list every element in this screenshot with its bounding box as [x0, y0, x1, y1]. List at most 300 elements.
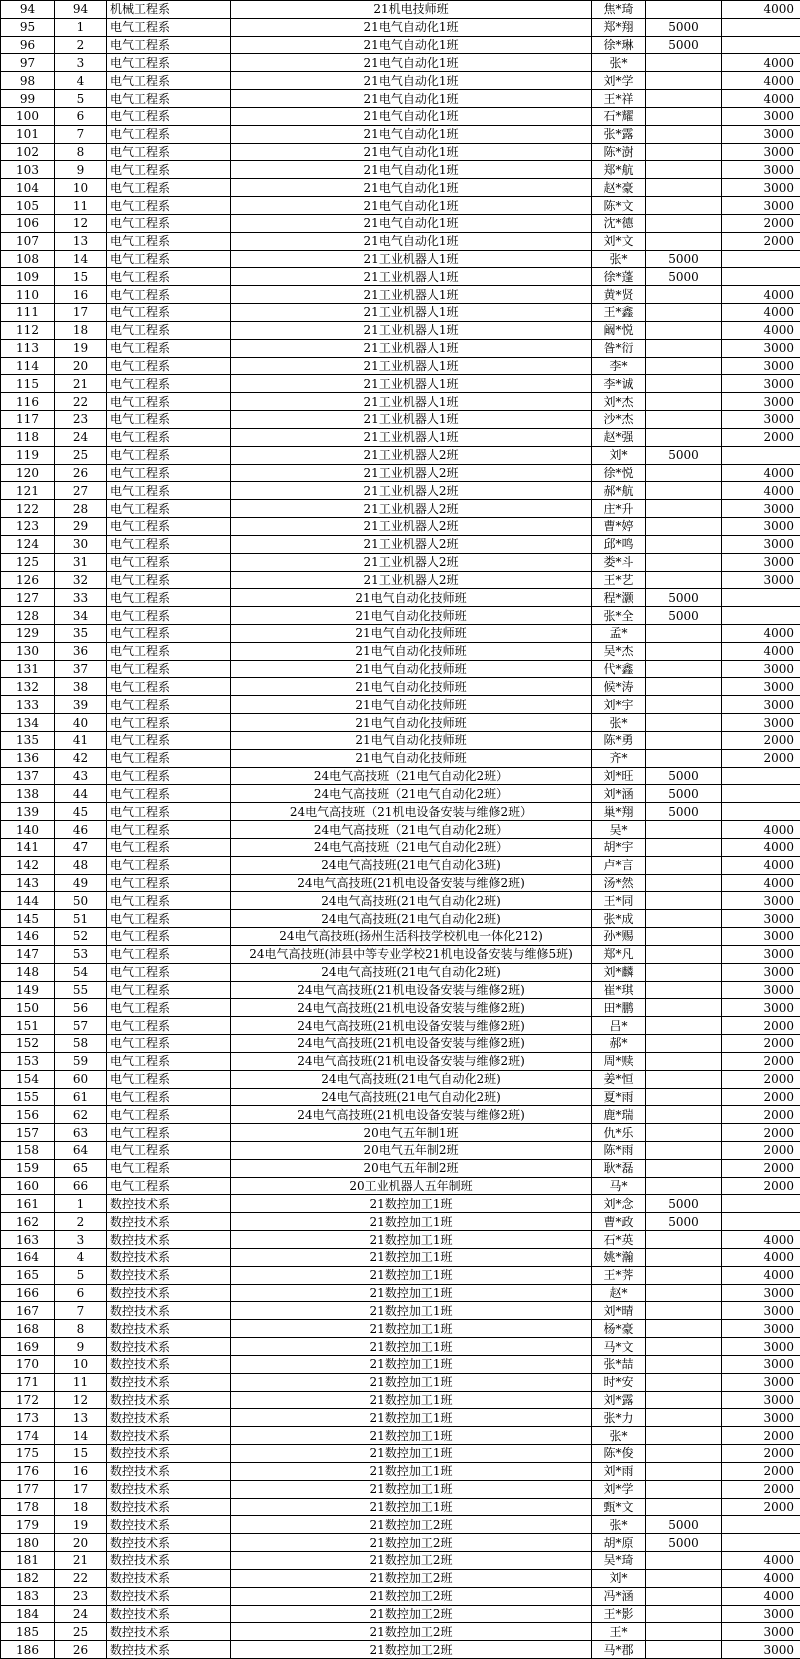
table-row	[1, 874, 800, 892]
student-name-cell: 刘*宇	[592, 696, 646, 714]
award-other-cell: 3000	[722, 945, 800, 963]
table-row	[1, 892, 800, 910]
student-name-cell: 张*露	[592, 125, 646, 143]
award-5000-cell	[646, 482, 722, 500]
table-row	[1, 1070, 800, 1088]
table-row	[1, 446, 800, 464]
dept-index-cell: 15	[55, 268, 107, 286]
class-cell: 21数控加工1班	[231, 1355, 592, 1373]
award-other-cell: 3000	[722, 535, 800, 553]
dept-index-cell: 53	[55, 945, 107, 963]
award-other-cell: 2000	[722, 1035, 800, 1053]
serial-cell: 149	[1, 981, 55, 999]
class-cell: 21工业机器人1班	[231, 339, 592, 357]
student-name-cell: 沈*德	[592, 214, 646, 232]
dept-index-cell: 45	[55, 803, 107, 821]
award-other-cell: 4000	[722, 1231, 800, 1249]
table-row	[1, 660, 800, 678]
class-cell: 21数控加工1班	[231, 1248, 592, 1266]
student-name-cell: 徐*悦	[592, 464, 646, 482]
serial-cell: 106	[1, 214, 55, 232]
serial-cell: 121	[1, 482, 55, 500]
award-other-cell: 4000	[722, 838, 800, 856]
award-other-cell: 4000	[722, 1266, 800, 1284]
department-cell: 电气工程系	[107, 1177, 231, 1195]
table-row	[1, 1480, 800, 1498]
department-cell: 电气工程系	[107, 411, 231, 429]
class-cell: 21电气自动化技师班	[231, 696, 592, 714]
award-5000-cell: 5000	[646, 446, 722, 464]
class-cell: 24电气高技班(21机电设备安装与维修2班)	[231, 1035, 592, 1053]
serial-cell: 142	[1, 856, 55, 874]
table-row	[1, 518, 800, 536]
department-cell: 数控技术系	[107, 1409, 231, 1427]
dept-index-cell: 30	[55, 535, 107, 553]
department-cell: 电气工程系	[107, 1070, 231, 1088]
award-other-cell: 2000	[722, 1177, 800, 1195]
table-row	[1, 571, 800, 589]
dept-index-cell: 43	[55, 767, 107, 785]
student-name-cell: 刘*念	[592, 1195, 646, 1213]
award-other-cell	[722, 1195, 800, 1213]
department-cell: 电气工程系	[107, 678, 231, 696]
award-other-cell	[722, 607, 800, 625]
student-name-cell: 王*艺	[592, 571, 646, 589]
department-cell: 电气工程系	[107, 803, 231, 821]
award-5000-cell	[646, 963, 722, 981]
serial-cell: 129	[1, 624, 55, 642]
serial-cell: 109	[1, 268, 55, 286]
serial-cell: 132	[1, 678, 55, 696]
department-cell: 电气工程系	[107, 821, 231, 839]
department-cell: 电气工程系	[107, 624, 231, 642]
award-5000-cell	[646, 107, 722, 125]
serial-cell: 103	[1, 161, 55, 179]
class-cell: 24电气高技班(21电气自动化2班)	[231, 1088, 592, 1106]
department-cell: 数控技术系	[107, 1266, 231, 1284]
dept-index-cell: 11	[55, 1373, 107, 1391]
award-5000-cell	[646, 945, 722, 963]
class-cell: 21数控加工1班	[231, 1462, 592, 1480]
serial-cell: 118	[1, 428, 55, 446]
table-row	[1, 1177, 800, 1195]
serial-cell: 139	[1, 803, 55, 821]
dept-index-cell: 19	[55, 339, 107, 357]
award-5000-cell	[646, 1106, 722, 1124]
table-row	[1, 856, 800, 874]
student-name-cell: 焦*琦	[592, 1, 646, 19]
award-5000-cell	[646, 910, 722, 928]
serial-cell: 151	[1, 1017, 55, 1035]
department-cell: 电气工程系	[107, 500, 231, 518]
class-cell: 24电气高技班（21电气自动化2班）	[231, 785, 592, 803]
serial-cell: 126	[1, 571, 55, 589]
award-5000-cell	[646, 161, 722, 179]
serial-cell: 107	[1, 232, 55, 250]
dept-index-cell: 64	[55, 1142, 107, 1160]
department-cell: 数控技术系	[107, 1231, 231, 1249]
student-name-cell: 李*诚	[592, 375, 646, 393]
department-cell: 电气工程系	[107, 945, 231, 963]
department-cell: 电气工程系	[107, 571, 231, 589]
dept-index-cell: 3	[55, 54, 107, 72]
award-5000-cell	[646, 286, 722, 304]
student-name-cell: 昝*衍	[592, 339, 646, 357]
award-5000-cell	[646, 428, 722, 446]
class-cell: 21工业机器人2班	[231, 464, 592, 482]
table-row	[1, 250, 800, 268]
dept-index-cell: 52	[55, 928, 107, 946]
class-cell: 21电气自动化1班	[231, 54, 592, 72]
student-name-cell: 孙*赐	[592, 928, 646, 946]
student-name-cell: 张*喆	[592, 1355, 646, 1373]
serial-cell: 105	[1, 197, 55, 215]
dept-index-cell: 38	[55, 678, 107, 696]
class-cell: 21数控加工1班	[231, 1391, 592, 1409]
award-other-cell: 4000	[722, 624, 800, 642]
award-other-cell: 3000	[722, 411, 800, 429]
student-name-cell: 刘*杰	[592, 393, 646, 411]
award-other-cell: 2000	[722, 1462, 800, 1480]
award-other-cell: 3000	[722, 161, 800, 179]
student-name-cell: 徐*琳	[592, 36, 646, 54]
department-cell: 电气工程系	[107, 589, 231, 607]
award-other-cell: 4000	[722, 821, 800, 839]
student-name-cell: 吴*琦	[592, 1552, 646, 1570]
student-name-cell: 马*文	[592, 1338, 646, 1356]
department-cell: 数控技术系	[107, 1355, 231, 1373]
class-cell: 21数控加工1班	[231, 1231, 592, 1249]
award-5000-cell	[646, 999, 722, 1017]
class-cell: 24电气高技班(扬州生活科技学校机电一体化212)	[231, 928, 592, 946]
award-other-cell: 4000	[722, 286, 800, 304]
dept-index-cell: 7	[55, 1302, 107, 1320]
dept-index-cell: 7	[55, 125, 107, 143]
class-cell: 21工业机器人2班	[231, 535, 592, 553]
table-row	[1, 838, 800, 856]
table-row	[1, 411, 800, 429]
award-5000-cell: 5000	[646, 268, 722, 286]
serial-cell: 174	[1, 1427, 55, 1445]
student-name-cell: 齐*	[592, 749, 646, 767]
class-cell: 21电气自动化1班	[231, 72, 592, 90]
award-5000-cell	[646, 357, 722, 375]
department-cell: 数控技术系	[107, 1284, 231, 1302]
class-cell: 21数控加工2班	[231, 1623, 592, 1641]
award-5000-cell	[646, 535, 722, 553]
dept-index-cell: 17	[55, 1480, 107, 1498]
award-5000-cell	[646, 892, 722, 910]
table-row	[1, 767, 800, 785]
serial-cell: 167	[1, 1302, 55, 1320]
student-name-cell: 崔*琪	[592, 981, 646, 999]
award-other-cell: 4000	[722, 464, 800, 482]
department-cell: 数控技术系	[107, 1587, 231, 1605]
class-cell: 21数控加工1班	[231, 1445, 592, 1463]
award-other-cell: 4000	[722, 304, 800, 322]
student-name-cell: 程*灏	[592, 589, 646, 607]
department-cell: 数控技术系	[107, 1302, 231, 1320]
department-cell: 电气工程系	[107, 268, 231, 286]
table-row	[1, 161, 800, 179]
student-name-cell: 甄*文	[592, 1498, 646, 1516]
award-5000-cell	[646, 928, 722, 946]
student-name-cell: 刘*学	[592, 1480, 646, 1498]
table-row	[1, 1605, 800, 1623]
table-row	[1, 1052, 800, 1070]
award-other-cell: 3000	[722, 1391, 800, 1409]
serial-cell: 166	[1, 1284, 55, 1302]
student-name-cell: 阚*悦	[592, 321, 646, 339]
student-name-cell: 王*同	[592, 892, 646, 910]
dept-index-cell: 17	[55, 304, 107, 322]
serial-cell: 170	[1, 1355, 55, 1373]
department-cell: 电气工程系	[107, 286, 231, 304]
student-name-cell: 汤*然	[592, 874, 646, 892]
serial-cell: 115	[1, 375, 55, 393]
class-cell: 21数控加工1班	[231, 1427, 592, 1445]
award-5000-cell	[646, 838, 722, 856]
dept-index-cell: 25	[55, 1623, 107, 1641]
dept-index-cell: 14	[55, 250, 107, 268]
table-row	[1, 1124, 800, 1142]
student-name-cell: 吴*杰	[592, 642, 646, 660]
award-other-cell: 2000	[722, 1052, 800, 1070]
dept-index-cell: 20	[55, 357, 107, 375]
award-other-cell: 4000	[722, 1569, 800, 1587]
department-cell: 电气工程系	[107, 214, 231, 232]
award-other-cell: 2000	[722, 428, 800, 446]
table-row	[1, 1498, 800, 1516]
award-other-cell: 2000	[722, 1498, 800, 1516]
dept-index-cell: 8	[55, 143, 107, 161]
class-cell: 21工业机器人1班	[231, 321, 592, 339]
dept-index-cell: 15	[55, 1445, 107, 1463]
award-5000-cell	[646, 1552, 722, 1570]
class-cell: 21电气自动化1班	[231, 36, 592, 54]
table-row	[1, 90, 800, 108]
dept-index-cell: 21	[55, 375, 107, 393]
table-row	[1, 1320, 800, 1338]
department-cell: 数控技术系	[107, 1427, 231, 1445]
student-name-cell: 周*赎	[592, 1052, 646, 1070]
dept-index-cell: 2	[55, 1213, 107, 1231]
award-other-cell	[722, 767, 800, 785]
award-5000-cell	[646, 714, 722, 732]
serial-cell: 163	[1, 1231, 55, 1249]
award-other-cell: 3000	[722, 1605, 800, 1623]
student-name-cell: 张*成	[592, 910, 646, 928]
class-cell: 24电气高技班(21机电设备安装与维修2班)	[231, 1106, 592, 1124]
table-row	[1, 1266, 800, 1284]
award-other-cell: 4000	[722, 874, 800, 892]
serial-cell: 119	[1, 446, 55, 464]
student-name-cell: 赵*强	[592, 428, 646, 446]
department-cell: 电气工程系	[107, 642, 231, 660]
dept-index-cell: 18	[55, 321, 107, 339]
award-5000-cell	[646, 339, 722, 357]
award-other-cell: 3000	[722, 1284, 800, 1302]
student-name-cell: 姜*恒	[592, 1070, 646, 1088]
dept-index-cell: 28	[55, 500, 107, 518]
award-other-cell: 4000	[722, 54, 800, 72]
dept-index-cell: 66	[55, 1177, 107, 1195]
serial-cell: 150	[1, 999, 55, 1017]
student-name-cell: 马*郡	[592, 1641, 646, 1659]
award-5000-cell: 5000	[646, 785, 722, 803]
table-row	[1, 339, 800, 357]
award-other-cell	[722, 1213, 800, 1231]
class-cell: 21电气自动化1班	[231, 214, 592, 232]
class-cell: 21电气自动化技师班	[231, 660, 592, 678]
award-5000-cell: 5000	[646, 803, 722, 821]
dept-index-cell: 32	[55, 571, 107, 589]
serial-cell: 101	[1, 125, 55, 143]
department-cell: 数控技术系	[107, 1391, 231, 1409]
award-5000-cell	[646, 1445, 722, 1463]
award-other-cell	[722, 268, 800, 286]
serial-cell: 122	[1, 500, 55, 518]
department-cell: 数控技术系	[107, 1498, 231, 1516]
class-cell: 21数控加工2班	[231, 1569, 592, 1587]
table-row	[1, 1391, 800, 1409]
class-cell: 21工业机器人1班	[231, 304, 592, 322]
serial-cell: 182	[1, 1569, 55, 1587]
student-name-cell: 陈*雨	[592, 1142, 646, 1160]
department-cell: 数控技术系	[107, 1248, 231, 1266]
award-other-cell: 2000	[722, 1159, 800, 1177]
student-name-cell: 胡*原	[592, 1534, 646, 1552]
dept-index-cell: 22	[55, 1569, 107, 1587]
class-cell: 21数控加工1班	[231, 1320, 592, 1338]
table-row	[1, 375, 800, 393]
dept-index-cell: 5	[55, 90, 107, 108]
department-cell: 电气工程系	[107, 36, 231, 54]
serial-cell: 165	[1, 1266, 55, 1284]
table-row	[1, 304, 800, 322]
award-5000-cell	[646, 1266, 722, 1284]
class-cell: 21工业机器人1班	[231, 250, 592, 268]
serial-cell: 181	[1, 1552, 55, 1570]
table-row	[1, 1569, 800, 1587]
student-name-cell: 王*	[592, 1623, 646, 1641]
class-cell: 24电气高技班(21机电设备安装与维修2班)	[231, 999, 592, 1017]
department-cell: 电气工程系	[107, 304, 231, 322]
award-other-cell	[722, 250, 800, 268]
serial-cell: 146	[1, 928, 55, 946]
serial-cell: 178	[1, 1498, 55, 1516]
table-row	[1, 482, 800, 500]
award-5000-cell: 5000	[646, 1213, 722, 1231]
student-name-cell: 刘*文	[592, 232, 646, 250]
award-5000-cell: 5000	[646, 1534, 722, 1552]
award-5000-cell	[646, 1409, 722, 1427]
student-name-cell: 刘*晴	[592, 1302, 646, 1320]
award-other-cell	[722, 1516, 800, 1534]
serial-cell: 133	[1, 696, 55, 714]
award-other-cell: 3000	[722, 571, 800, 589]
class-cell: 21数控加工1班	[231, 1195, 592, 1213]
award-5000-cell: 5000	[646, 1195, 722, 1213]
department-cell: 电气工程系	[107, 838, 231, 856]
department-cell: 数控技术系	[107, 1605, 231, 1623]
table-row	[1, 1623, 800, 1641]
department-cell: 电气工程系	[107, 1106, 231, 1124]
award-5000-cell	[646, 304, 722, 322]
award-other-cell: 2000	[722, 1124, 800, 1142]
award-5000-cell: 5000	[646, 36, 722, 54]
student-name-cell: 石*耀	[592, 107, 646, 125]
award-other-cell: 3000	[722, 339, 800, 357]
award-5000-cell	[646, 1480, 722, 1498]
serial-cell: 102	[1, 143, 55, 161]
class-cell: 21工业机器人2班	[231, 446, 592, 464]
dept-index-cell: 60	[55, 1070, 107, 1088]
class-cell: 24电气高技班(21电气自动化2班)	[231, 892, 592, 910]
student-name-cell: 鹿*瑞	[592, 1106, 646, 1124]
dept-index-cell: 9	[55, 1338, 107, 1356]
dept-index-cell: 63	[55, 1124, 107, 1142]
department-cell: 电气工程系	[107, 518, 231, 536]
award-5000-cell: 5000	[646, 767, 722, 785]
department-cell: 数控技术系	[107, 1320, 231, 1338]
student-name-cell: 时*安	[592, 1373, 646, 1391]
department-cell: 电气工程系	[107, 910, 231, 928]
class-cell: 20电气五年制1班	[231, 1124, 592, 1142]
serial-cell: 120	[1, 464, 55, 482]
award-5000-cell	[646, 393, 722, 411]
class-cell: 21电气自动化技师班	[231, 749, 592, 767]
award-other-cell: 3000	[722, 999, 800, 1017]
award-5000-cell	[646, 1070, 722, 1088]
serial-cell: 157	[1, 1124, 55, 1142]
award-other-cell: 3000	[722, 678, 800, 696]
table-row	[1, 1427, 800, 1445]
class-cell: 21机电技师班	[231, 1, 592, 19]
award-5000-cell	[646, 1159, 722, 1177]
student-name-cell: 张*全	[592, 607, 646, 625]
class-cell: 24电气高技班（21电气自动化2班）	[231, 838, 592, 856]
award-5000-cell	[646, 1284, 722, 1302]
table-row	[1, 197, 800, 215]
award-5000-cell	[646, 553, 722, 571]
award-5000-cell	[646, 1017, 722, 1035]
table-row	[1, 107, 800, 125]
table-row	[1, 1373, 800, 1391]
table-row	[1, 232, 800, 250]
department-cell: 电气工程系	[107, 928, 231, 946]
award-5000-cell	[646, 375, 722, 393]
student-name-cell: 郑*航	[592, 161, 646, 179]
award-other-cell: 3000	[722, 125, 800, 143]
table-row	[1, 1302, 800, 1320]
award-5000-cell	[646, 1605, 722, 1623]
serial-cell: 154	[1, 1070, 55, 1088]
serial-cell: 128	[1, 607, 55, 625]
dept-index-cell: 14	[55, 1427, 107, 1445]
table-row	[1, 1088, 800, 1106]
award-5000-cell: 5000	[646, 18, 722, 36]
department-cell: 电气工程系	[107, 464, 231, 482]
award-5000-cell	[646, 321, 722, 339]
table-row	[1, 1516, 800, 1534]
award-5000-cell	[646, 1569, 722, 1587]
class-cell: 21工业机器人1班	[231, 428, 592, 446]
student-name-cell: 陈*俊	[592, 1445, 646, 1463]
department-cell: 电气工程系	[107, 125, 231, 143]
student-name-cell: 郝*航	[592, 482, 646, 500]
student-name-cell: 徐*蓬	[592, 268, 646, 286]
